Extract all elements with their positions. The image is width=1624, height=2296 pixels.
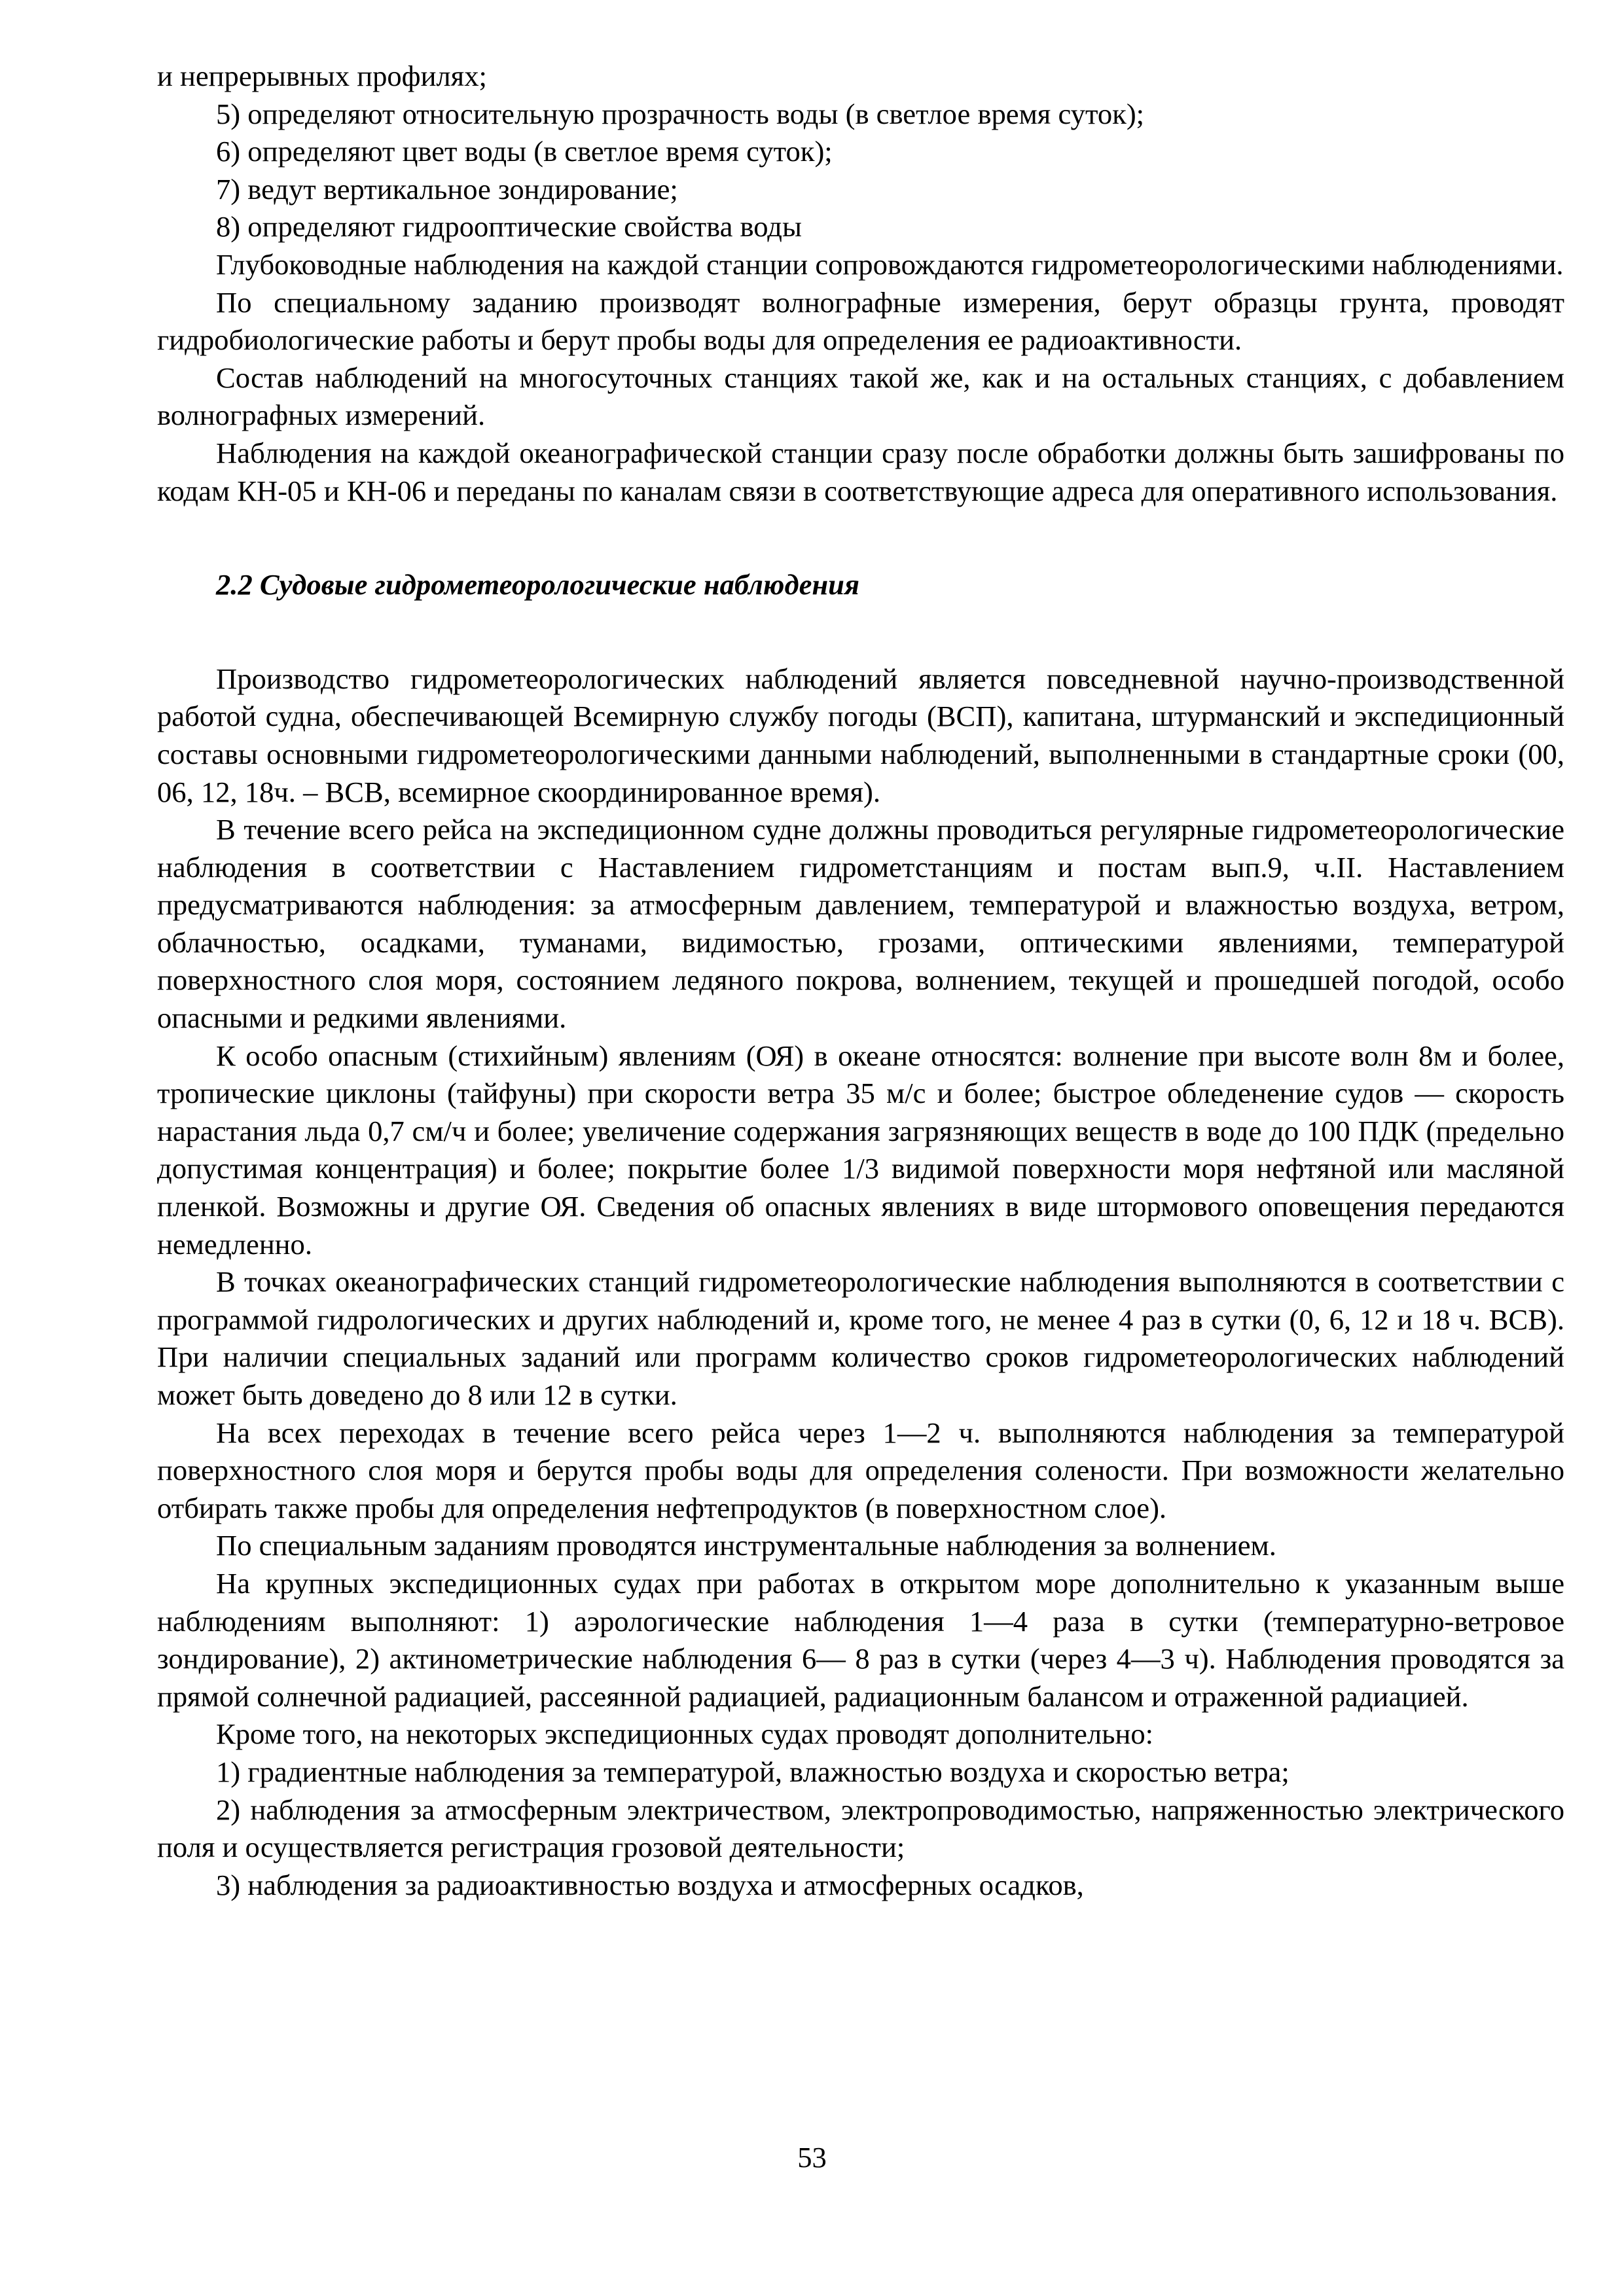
list-item: 2) наблюдения за атмосферным электричеством, электропроводимостью, напряженностью электрического поля и осуществляется регистрация грозовой деятельности; bbox=[157, 1793, 1564, 1864]
document-page bbox=[157, 58, 1564, 1904]
page-number: 53 bbox=[797, 2141, 827, 2174]
paragraph: В точках океанографических станций гидрометеорологические наблюдения выполняются в соответствии с программой гидрологических и других наблюдений и, кроме того, не менее 4 раз в сутки (0, 6, 12 и 18 ч. ВСВ). При наличии специальных заданий или программ количество сроков гидрометеорологических наблюдений может быть доведено до 8 или 12 в сутки. bbox=[157, 1265, 1564, 1411]
paragraph: На всех переходах в течение всего рейса через 1—2 ч. выполняются наблюдения за температурой поверхностного слоя моря и берутся пробы воды для определения солености. При возможности желательно отбирать также пробы для определения нефтепродуктов (в поверхностном слое). bbox=[157, 1416, 1564, 1524]
continuation-line: и непрерывных профилях; bbox=[157, 60, 487, 92]
paragraph: Производство гидрометеорологических наблюдений является повседневной научно-производственной работой судна, обеспечивающей Всемирную службу погоды (ВСП), капитана, штурманский и экспедиционный составы основными гидрометеорологическими данными наблюдений, выполненными в стандартные сроки (00, 06, 12, 18ч. – ВСВ, всемирное скоординированное время). bbox=[157, 662, 1564, 808]
list-item: 1) градиентные наблюдения за температурой, влажностью воздуха и скоростью ветра; bbox=[216, 1755, 1290, 1788]
list-item: 7) ведут вертикальное зондирование; bbox=[216, 172, 678, 206]
list-item: 6) определяют цвет воды (в светлое время суток); bbox=[216, 135, 833, 168]
paragraph: На крупных экспедиционных судах при работах в открытом море дополнительно к указанным выше наблюдениям выполняют: 1) аэрологические наблюдения 1—4 раза в сутки (температурно-ветровое зондирование), 2) актинометрические наблюдения 6— 8 раз в сутки (через 4—3 ч). Наблюдения проводятся за прямой солнечной радиацией, рассеянной радиацией, радиационным балансом и отраженной радиацией. bbox=[157, 1566, 1564, 1713]
paragraph: В течение всего рейса на экспедиционном судне должны проводиться регулярные гидрометеорологические наблюдения в соответствии с Наставлением гидрометстанциям и постам вып.9, ч.II. Наставлением предусматриваются наблюдения: за атмосферным давлением, температурой и влажностью воздуха, ветром, облачностью, осадками, туманами, видимостью, грозами, оптическими явлениями, температурой поверхностного слоя моря, состоянием ледяного покрова, волнением, текущей и прошедшей погодой, особо опасными и редкими явлениями. bbox=[157, 813, 1564, 1035]
paragraph: Наблюдения на каждой океанографической станции сразу после обработки должны быть зашифрованы по кодам КН-05 и КН-06 и переданы по каналам связи в соответствующие адреса для оперативного использования. bbox=[157, 436, 1564, 507]
paragraph: Кроме того, на некоторых экспедиционных судах проводят дополнительно: bbox=[216, 1717, 1154, 1751]
paragraph: По специальным заданиям проводятся инструментальные наблюдения за волнением. bbox=[216, 1529, 1276, 1562]
list-item: 5) определяют относительную прозрачность воды (в светлое время суток); bbox=[216, 97, 1145, 130]
paragraph: К особо опасным (стихийным) явлениям (ОЯ) в океане относятся: волнение при высоте волн 8м и более, тропические циклоны (тайфуны) при скорости ветра 35 м/с и более; быстрое обледенение судов — скорость нарастания льда 0,7 см/ч и более; увеличение содержания загрязняющих веществ в воде до 100 ПДК (предельно допустимая концентрация) и более; покрытие более 1/3 видимой поверхности моря нефтяной или масляной пленкой. Возможны и другие ОЯ. Сведения об опасных явлениях в виде штормового оповещения передаются немедленно. bbox=[157, 1039, 1564, 1261]
paragraph: По специальному заданию производят волнографные измерения, берут образцы грунта, проводят гидробиологические работы и берут пробы воды для определения ее радиоактивности. bbox=[157, 285, 1564, 357]
paragraph: Глубоководные наблюдения на каждой станции сопровождаются гидрометеорологическими наблюдениями. bbox=[216, 247, 1564, 281]
section-heading: 2.2 Судовые гидрометеорологические наблюдения bbox=[216, 568, 859, 601]
list-item: 3) наблюдения за радиоактивностью воздуха и атмосферных осадков, bbox=[216, 1868, 1084, 1901]
list-item: 8) определяют гидрооптические свойства воды bbox=[216, 210, 802, 243]
paragraph: Состав наблюдений на многосуточных станциях такой же, как и на остальных станциях, с добавлением волнографных измерений. bbox=[157, 361, 1564, 432]
